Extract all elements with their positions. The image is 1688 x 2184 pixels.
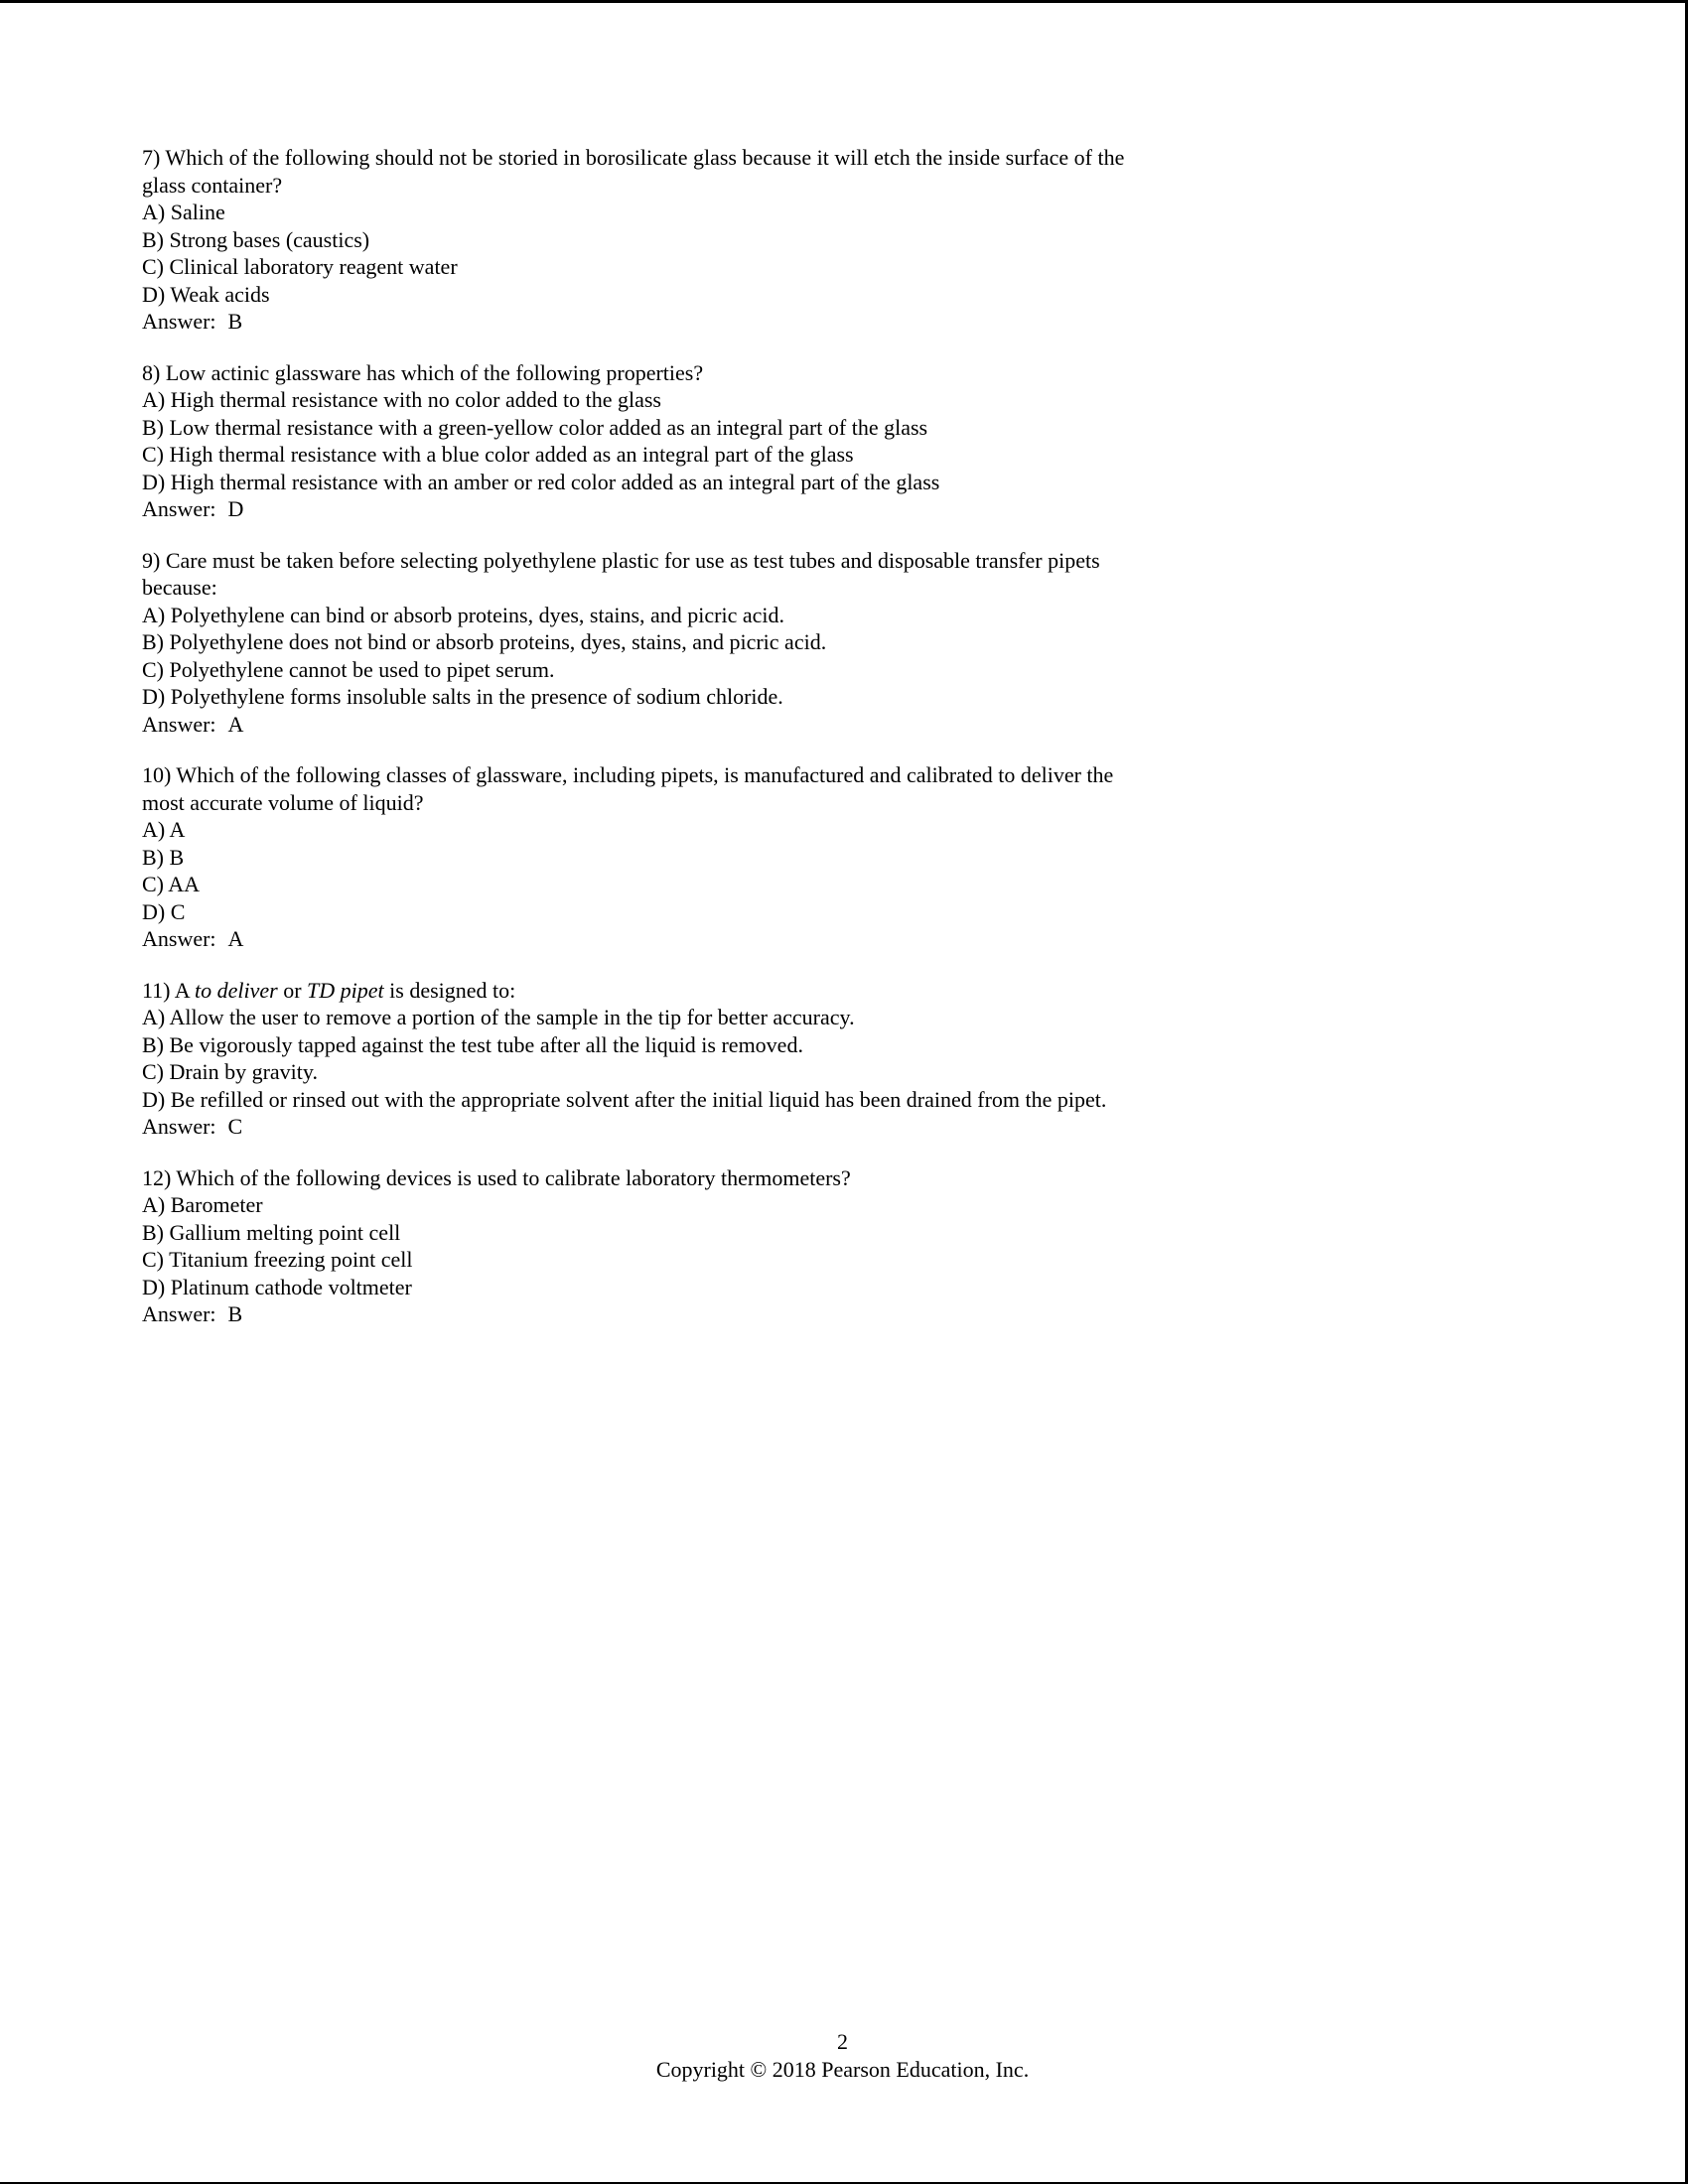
- choice-a: A) Polyethylene can bind or absorb proteins, dyes, stains, and picric acid.: [142, 602, 785, 627]
- choice-a: A) Allow the user to remove a portion of the sample in the tip for better accuracy.: [142, 1005, 855, 1029]
- choice-a: A) A: [142, 817, 186, 842]
- stem-text: or: [277, 977, 308, 1003]
- answer-label: Answer:: [142, 1114, 216, 1139]
- choice-a: A) High thermal resistance with no color added to the glass: [142, 387, 661, 412]
- question-stem: 9) Care must be taken before selecting polyethylene plastic for use as test tubes and disposable transfer pipets because:: [142, 547, 1100, 600]
- answer-letter: C: [227, 1114, 243, 1139]
- choice-c: C) Titanium freezing point cell: [142, 1247, 413, 1272]
- copyright-text: Copyright © 2018 Pearson Education, Inc.: [655, 2056, 1030, 2082]
- answer-letter: A: [227, 711, 244, 737]
- answer-line: [142, 1113, 1145, 1141]
- choice-d: D) C: [142, 898, 186, 924]
- questions-list: [142, 144, 1145, 1352]
- choice-c: C) High thermal resistance with a blue color added as an integral part of the glass: [142, 442, 854, 467]
- question-9: [142, 547, 1145, 739]
- question-stem: 12) Which of the following devices is used to calibrate laboratory thermometers?: [142, 1164, 851, 1190]
- answer-letter: A: [227, 926, 244, 951]
- stem-text-italic: TD pipet: [307, 977, 384, 1003]
- answer-line: [142, 711, 1145, 739]
- choice-b: B) Gallium melting point cell: [142, 1219, 401, 1245]
- choice-b: B) Low thermal resistance with a green-yellow color added as an integral part of the glass: [142, 414, 928, 440]
- choice-c: C) Polyethylene cannot be used to pipet serum.: [142, 656, 555, 682]
- choice-d: D) Weak acids: [142, 281, 270, 307]
- answer-label: Answer:: [142, 496, 216, 521]
- choice-d: D) Platinum cathode voltmeter: [142, 1274, 412, 1299]
- choice-d: D) Polyethylene forms insoluble salts in the presence of sodium chloride.: [142, 684, 783, 709]
- answer-letter: B: [227, 309, 243, 334]
- answer-label: Answer:: [142, 711, 216, 737]
- choice-c: C) Drain by gravity.: [142, 1059, 318, 1084]
- choice-d: D) High thermal resistance with an amber or red color added as an integral part of the glass: [142, 469, 940, 494]
- question-stem: [142, 977, 1145, 1005]
- stem-text: 11) A: [142, 977, 195, 1003]
- choice-b: B) Be vigorously tapped against the test tube after all the liquid is removed.: [142, 1031, 803, 1057]
- page-number: 2: [837, 2029, 848, 2054]
- answer-label: Answer:: [142, 309, 216, 334]
- question-10: [142, 761, 1145, 953]
- question-stem: 10) Which of the following classes of glassware, including pipets, is manufactured and calibrated to deliver the most accurate volume of liquid?: [142, 762, 1114, 815]
- answer-line: [142, 495, 1145, 523]
- choice-c: C) AA: [142, 872, 201, 896]
- choice-d: D) Be refilled or rinsed out with the appropriate solvent after the initial liquid has been drained from the pipet.: [142, 1086, 1107, 1112]
- stem-text-italic: to deliver: [194, 977, 278, 1003]
- answer-letter: B: [227, 1301, 243, 1326]
- answer-line: [142, 1300, 1145, 1328]
- question-11: [142, 977, 1145, 1141]
- question-stem: 8) Low actinic glassware has which of the following properties?: [142, 359, 704, 385]
- choice-b: B) Polyethylene does not bind or absorb proteins, dyes, stains, and picric acid.: [142, 629, 827, 654]
- choice-b: B) Strong bases (caustics): [142, 226, 370, 252]
- choice-c: C) Clinical laboratory reagent water: [142, 254, 458, 279]
- answer-label: Answer:: [142, 1301, 216, 1326]
- choice-b: B) B: [142, 844, 185, 870]
- page-footer: [0, 2028, 1685, 2083]
- answer-line: [142, 925, 1145, 953]
- answer-letter: D: [227, 496, 244, 521]
- answer-line: [142, 308, 1145, 336]
- choice-a: A) Barometer: [142, 1192, 263, 1217]
- answer-label: Answer:: [142, 926, 216, 951]
- question-7: [142, 144, 1145, 336]
- question-8: [142, 359, 1145, 523]
- choice-a: A) Saline: [142, 200, 225, 224]
- stem-text: is designed to:: [383, 977, 516, 1003]
- question-stem: 7) Which of the following should not be storied in borosilicate glass because it will etch the inside surface of the glass container?: [142, 145, 1125, 198]
- question-12: [142, 1164, 1145, 1328]
